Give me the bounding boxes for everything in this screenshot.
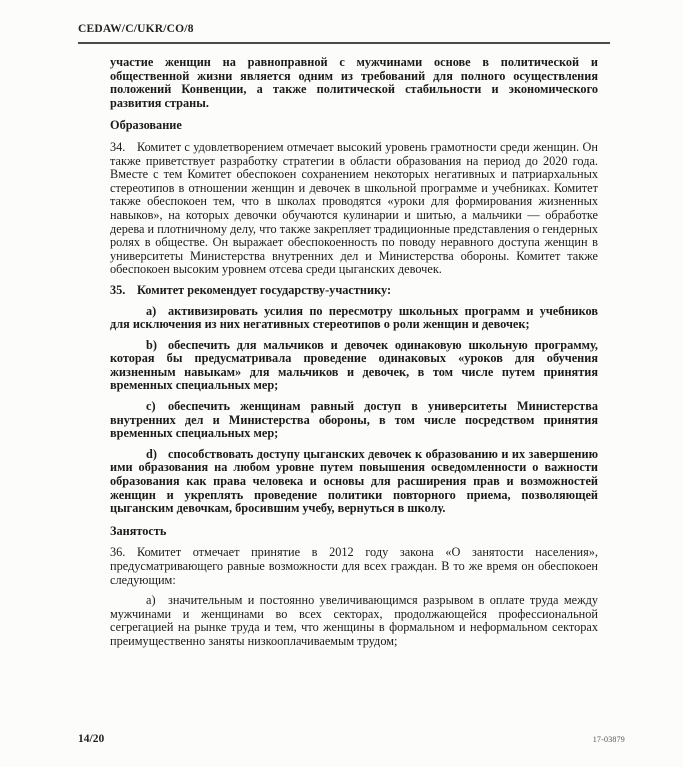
paragraph-34-number: 34. [110,139,126,154]
paragraph-35-number: 35. [110,282,126,297]
list-item-35d [110,448,598,516]
list-item-35a [110,305,598,332]
paragraph-34 [110,141,598,277]
page-footer [78,733,625,745]
list-item-36a-letter: a) [146,593,156,608]
document-symbol: CEDAW/C/UKR/CO/8 [78,23,194,35]
list-item-35c-letter: c) [146,399,156,414]
list-item-35b [110,339,598,393]
paragraph-continuation: участие женщин на равноправной с мужчинами основе в политической и общественной жизни является одним из требований для полного осуществления положений Конвенции, а также политической стабильности и экономического развития страны. [110,55,598,110]
list-item-35d-letter: d) [146,446,157,461]
section-heading-employment: Занятость [110,523,167,538]
list-item-36a [110,594,598,648]
document-body [110,56,598,656]
list-item-35c-text: обеспечить женщинам равный доступ в университеты Министерства внутренних дел и Министерства обороны, в том числе посредством принятия временных специальных мер; [110,399,598,441]
list-item-35c [110,400,598,441]
paragraph-36-number: 36. [110,545,126,560]
paragraph-35 [110,284,598,298]
page-number: 14/20 [78,733,105,745]
paragraph-35-text: Комитет рекомендует государству-участнику: [137,282,392,297]
document-id: 17-03879 [592,735,625,744]
paragraph-34-text: Комитет с удовлетворением отмечает высокий уровень грамотности среди женщин. Он также приветствует разработку стратегии в области образования на период до 2020 года. Вместе с тем Комитет обеспокоен сохранением некоторых негативных и патриархальных стереотипов в отношении женщин и девочек в школьной программе и учебниках. Комитет также обеспокоен тем, что в школах проводятся «уроки для формирования жизненных навыков», на которых девочки обучаются кулинарии и шитью, а мальчики — обработке дерева и плотничному делу, что также закрепляет традиционные представления о гендерных ролях в обществе. Он выражает обеспокоенность по поводу неравного доступа женщин в университеты Министерства внутренних дел и Министерства обороны. Комитет также обеспокоен высоким уровнем отсева среди цыганских девочек. [110,139,598,277]
list-item-35a-text: активизировать усилия по пересмотру школьных программ и учебников для исключения из них негативных стереотипов о роли женщин и девочек; [110,303,598,332]
page-header [78,19,610,44]
list-item-35b-letter: b) [146,337,157,352]
list-item-35a-letter: a) [146,303,157,318]
list-item-35b-text: обеспечить для мальчиков и девочек одинаковую школьную программу, которая бы предусматривала проведение одинаковых «уроков для обучения жизненным навыкам» для мальчиков и девочек, в том числе путем принятия временных специальных мер; [110,337,598,393]
section-heading-education: Образование [110,118,182,133]
paragraph-36 [110,546,598,587]
list-item-36a-text: значительным и постоянно увеличивающимся разрывом в оплате труда между мужчинами и женщинами во всех секторах, продолжающейся профессиональной сегрегацией на рынке труда и тем, что женщины в формальном и неформальном секторах преимущественно заняты низкооплачиваемым трудом; [110,593,598,648]
paragraph-36-text: Комитет отмечает принятие в 2012 году закона «О занятости населения», предусматривающего равные возможности для всех граждан. В то же время он обеспокоен следующим: [110,545,598,587]
list-item-35d-text: способствовать доступу цыганских девочек к образованию и их завершению ими образования на любом уровне путем повышения осведомленности о важности образования как права человека и основы для расширения прав и возможностей женщин и укреплять проведение политики повторного приема, позволяющей цыганским девочкам, бросившим учебу, вернуться в школу. [110,446,598,516]
